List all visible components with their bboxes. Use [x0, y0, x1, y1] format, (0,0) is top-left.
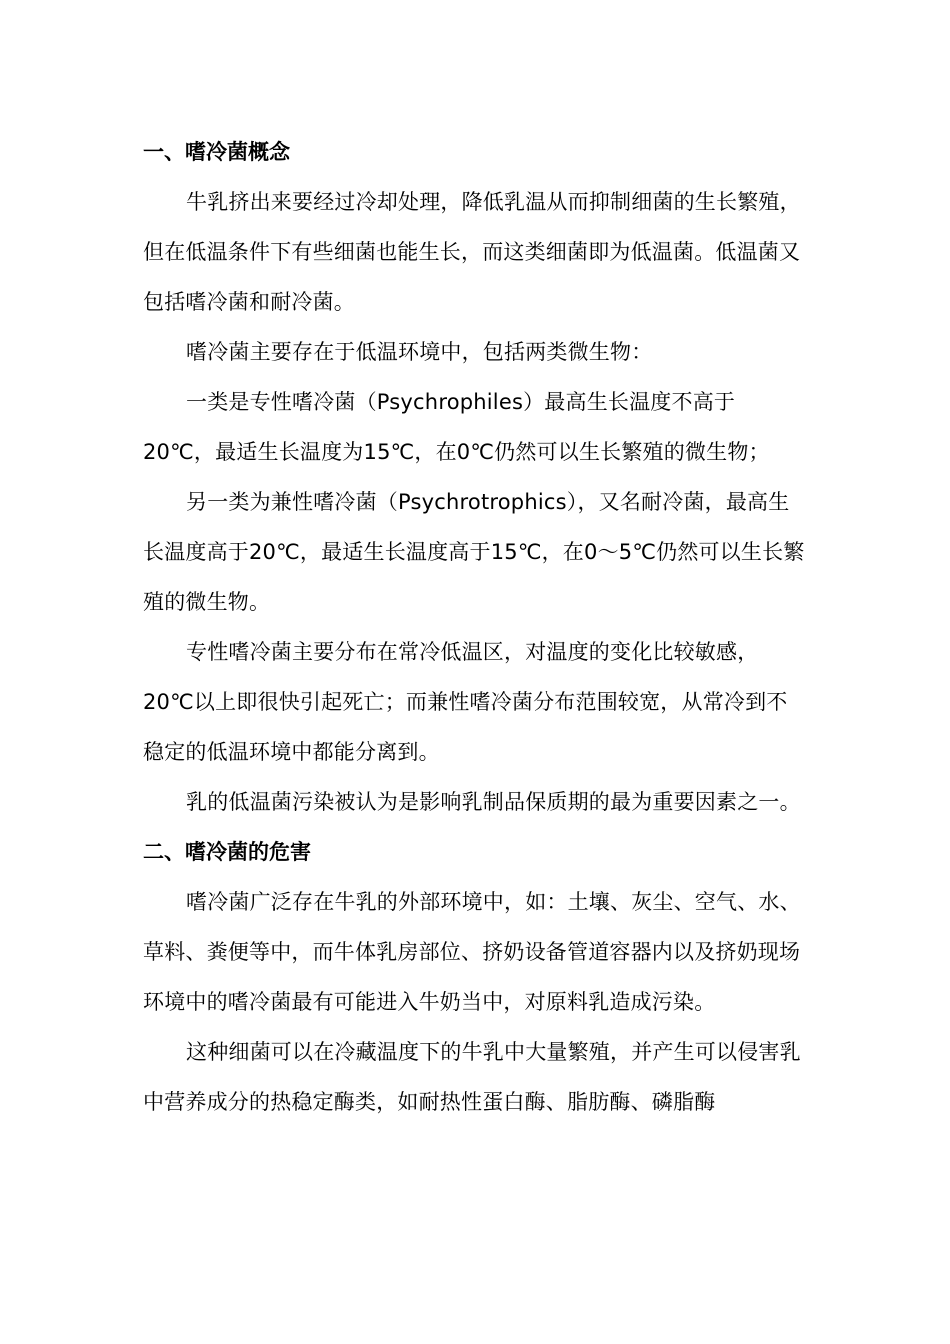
document-body	[143, 127, 807, 1127]
paragraph-heat-stable-enzymes: 这种细菌可以在冷藏温度下的牛乳中大量繁殖，并产生可以侵害乳中营养成分的热稳定酶类，如耐热性蛋白酶、脂肪酶、磷脂酶	[143, 1040, 801, 1114]
paragraph-contamination-sources: 嗜冷菌广泛存在牛乳的外部环境中，如：土壤、灰尘、空气、水、草料、粪便等中，而牛体乳房部位、挤奶设备管道容器内以及挤奶现场环境中的嗜冷菌最有可能进入牛奶当中，对原料乳造成污染。	[143, 890, 801, 1014]
section-heading-psychrophile-hazards: 二、嗜冷菌的危害	[143, 840, 311, 864]
paragraph-facultative-psychrotrophs: 另一类为兼性嗜冷菌（Psychrotrophics），又名耐冷菌，最高生长温度高于20℃，最适生长温度高于15℃，在0～5℃仍然可以生长繁殖的微生物。	[143, 490, 805, 614]
section-heading-psychrophile-concept: 一、嗜冷菌概念	[143, 140, 290, 164]
paragraph-shelf-life: 乳的低温菌污染被认为是影响乳制品保质期的最为重要因素之一。	[186, 790, 801, 814]
paragraph-cooling: 牛乳挤出来要经过冷却处理，降低乳温从而抑制细菌的生长繁殖，但在低温条件下有些细菌也能生长，而这类细菌即为低温菌。低温菌又包括嗜冷菌和耐冷菌。	[143, 190, 801, 314]
paragraph-obligate-psychrophiles: 一类是专性嗜冷菌（Psychrophiles）最高生长温度不高于20℃，最适生长温度为15℃，在0℃仍然可以生长繁殖的微生物；	[143, 390, 770, 464]
paragraph-two-types-intro: 嗜冷菌主要存在于低温环境中，包括两类微生物：	[186, 340, 653, 364]
paragraph-distribution: 专性嗜冷菌主要分布在常冷低温区，对温度的变化比较敏感，20℃以上即很快引起死亡；而兼性嗜冷菌分布范围较宽，从常冷到不稳定的低温环境中都能分离到。	[143, 640, 788, 764]
